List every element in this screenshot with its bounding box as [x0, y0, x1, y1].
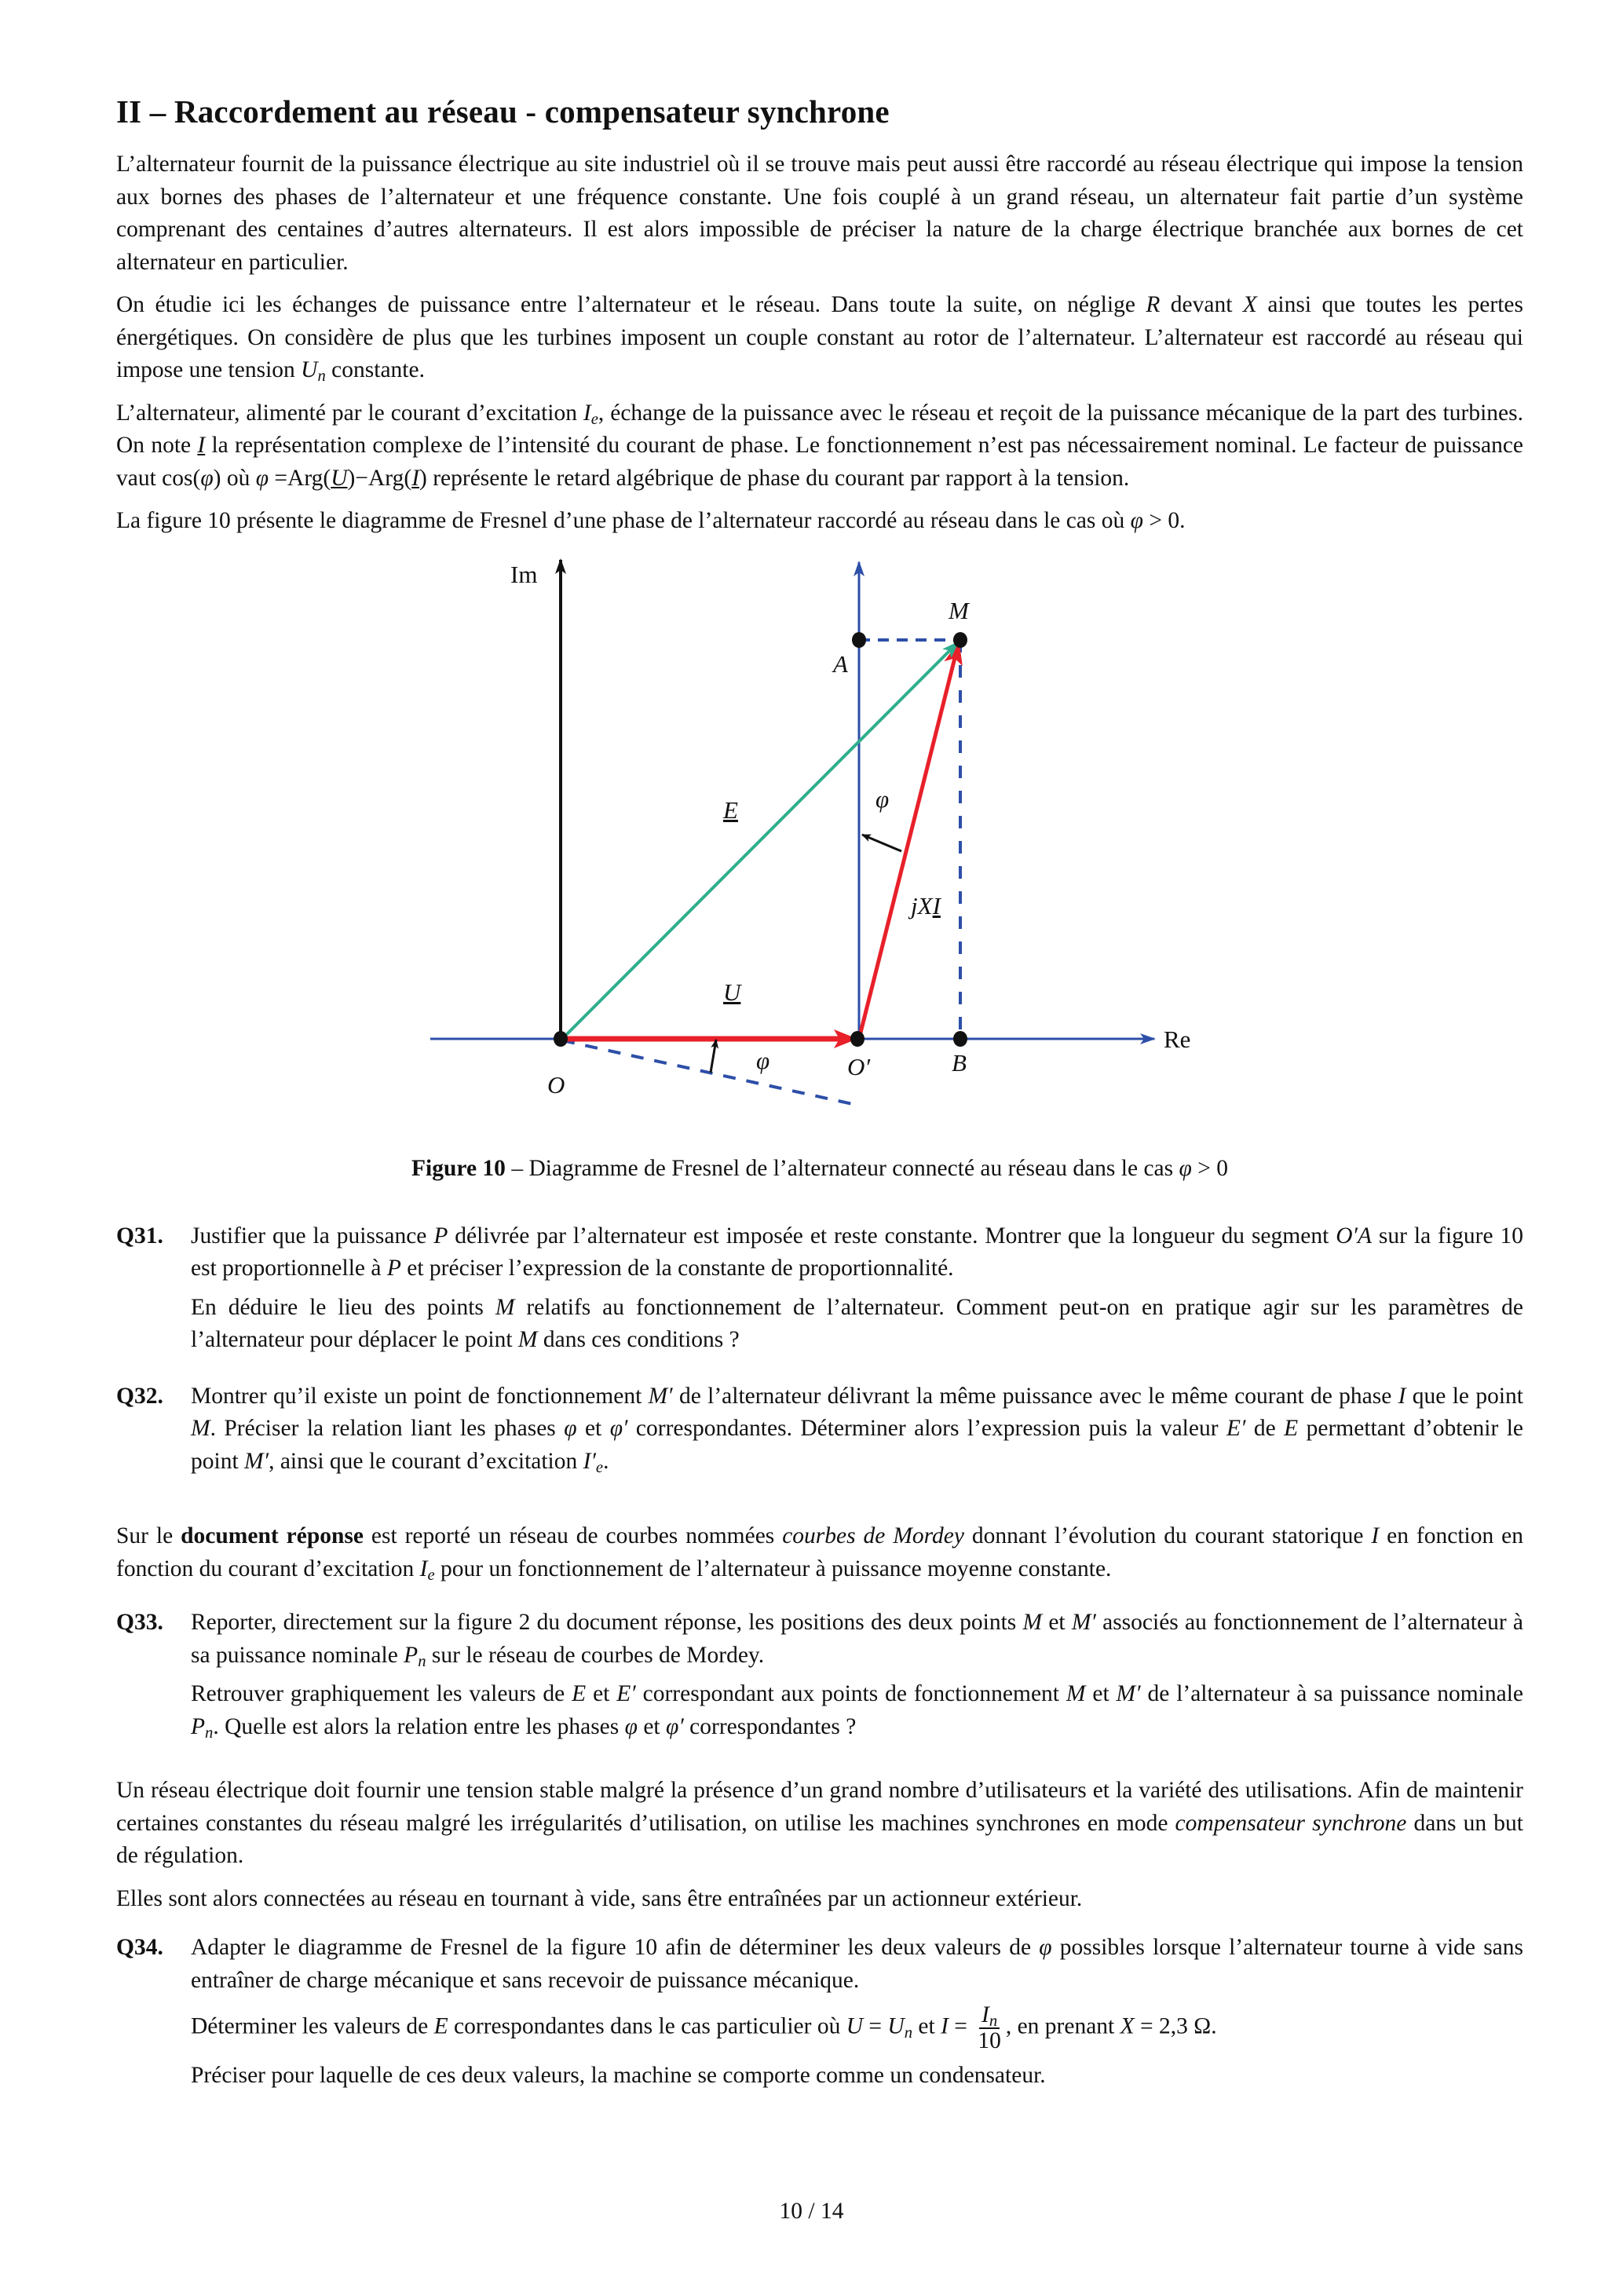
point-o — [554, 1031, 568, 1047]
point-a-label: A — [833, 649, 848, 678]
question-q34 — [116, 1932, 1523, 2098]
origin-prime-label: O′ — [847, 1052, 871, 1080]
figure-caption: Figure 10 – Diagramme de Fresnel de l’alternateur connecté au réseau dans le cas φ > 0 — [411, 1155, 1228, 1181]
question-q33 — [116, 1607, 1523, 1749]
q33-text-1: Reporter, directement sur la figure 2 du document réponse, les positions des deux points M et M′ associés au fonctionnement de l’alternateur à sa puissance nominale $P_n$ sur le réseau de courbes de Mordey. — [191, 1610, 1523, 1670]
angle-phi-arrow-bottom — [711, 1040, 716, 1073]
vector-e — [562, 642, 958, 1039]
angle-phi-top-label: φ — [875, 784, 890, 813]
q31-text-1: Justifier que la puissance P délivrée par l’alternateur est imposée et reste constante. Montrer que la longueur du segment O′A sur la figure 10 est proportionnelle à P et préciser l’expression de la constante de proportionnalité. — [191, 1223, 1523, 1281]
angle-phi-arrow-top — [862, 835, 901, 851]
page-content — [116, 93, 1523, 2116]
dashed-current-direction — [562, 1040, 860, 1106]
question-number: Q31. — [116, 1223, 163, 1249]
question-q31 — [116, 1220, 1523, 1363]
q32-text: Montrer qu’il existe un point de fonctionnement M′ de l’alternateur délivrant la même puissance avec le même courant de phase I que le point M. Préciser la relation liant les phases φ et φ′ correspondantes. Déterminer alors l’expression puis la valeur E′ de E permettant d’obtenir le point M′, ainsi que le courant d’excitation $I'_e$. — [191, 1383, 1524, 1476]
re-axis-label: Re — [1164, 1025, 1191, 1053]
mordey-paragraph: Sur le document réponse est reporté un réseau de courbes nommées courbes de Mordey donnant l’évolution du courant statorique I en fonction en fonction du courant d’excitation $I_e$ pour un fonctionnement de l’alternateur à puissance moyenne constante. — [116, 1523, 1524, 1584]
page-number: 10 / 14 — [779, 2199, 844, 2224]
q33-text-2: Retrouver graphiquement les valeurs de E et E′ correspondant aux points de fonctionnement M et M′ de l’alternateur à sa puissance nominale $P_n$. Quelle est alors la relation entre les phases φ et φ′ correspondantes ? — [191, 1681, 1524, 1742]
vector-e-label: E — [723, 795, 738, 824]
compensateur-paragraph-2: Elles sont alors connectées au réseau en tournant à vide, sans être entraînées par un actionneur extérieur. — [116, 1885, 1083, 1911]
point-m — [953, 632, 967, 648]
angle-phi-bottom-label: φ — [756, 1046, 770, 1074]
vector-jxi-label: jXI — [911, 891, 941, 919]
fresnel-diagram-figure — [116, 548, 1523, 1153]
compensateur-paragraph-1: Un réseau électrique doit fournir une tension stable malgré la présence d’un grand nombre d’utilisateurs et la variété des utilisations. Afin de maintenir certaines constantes du réseau malgré les irrégularités d’utilisation, on utilise les machines synchrones en mode compensateur synchrone dans un but de régulation. — [116, 1778, 1523, 1869]
point-m-label: M — [949, 596, 969, 624]
question-number: Q34. — [116, 1935, 163, 1961]
vector-u-label: U — [723, 978, 741, 1006]
point-b-label: B — [952, 1048, 967, 1077]
fresnel-diagram-svg — [0, 548, 1623, 1153]
point-a — [852, 632, 866, 648]
q34-text-3: Préciser pour laquelle de ces deux valeurs, la machine se comporte comme un condensateur. — [191, 2063, 1046, 2089]
q34-text-2: Déterminer les valeurs de E correspondantes dans le cas particulier où $U = U_n$ et I = $\frac{I_n}{10}$ , en prenant X = 2,3 Ω. — [191, 2002, 1217, 2054]
origin-label: O — [547, 1070, 565, 1099]
intro-paragraph-3: L’alternateur, alimenté par le courant d’excitation $I_e$, échange de la puissance avec le réseau et reçoit de la puissance mécanique de la part des turbines. On note I la représentation complexe de l’intensité du courant de phase. Le fonctionnement n’est pas nécessairement nominal. Le facteur de puissance vaut cos(φ) où φ =Arg(U)−Arg(I) représente le retard algébrique de phase du courant par rapport à la tension. — [116, 400, 1524, 491]
intro-paragraph-2: On étudie ici les échanges de puissance entre l’alternateur et le réseau. Dans toute la suite, on néglige R devant X ainsi que toutes les pertes énergétiques. On considère de plus que les turbines imposent un couple constant au rotor de l’alternateur. L’alternateur est raccordé au réseau qui impose une tension $U_n$ constante. — [116, 292, 1523, 386]
question-number: Q33. — [116, 1610, 163, 1636]
question-q32 — [116, 1380, 1523, 1485]
intro-paragraph-4: La figure 10 présente le diagramme de Fresnel d’une phase de l’alternateur raccordé au réseau dans le cas où φ > 0. — [116, 508, 1186, 534]
point-o-prime — [850, 1031, 865, 1047]
im-axis-label: Im — [510, 560, 538, 588]
q31-text-2: En déduire le lieu des points M relatifs au fonctionnement de l’alternateur. Comment peut-on en pratique agir sur les paramètres de l’alternateur pour déplacer le point M dans ces conditions ? — [191, 1294, 1524, 1353]
fraction-in-over-10: $\frac{I_n}{10}$ — [978, 2002, 1001, 2054]
section-title: II – Raccordement au réseau - compensateur synchrone — [116, 93, 890, 130]
point-b — [953, 1031, 967, 1047]
q34-text-1: Adapter le diagramme de Fresnel de la figure 10 afin de déterminer les deux valeurs de φ possibles lorsque l’alternateur tourne à vide sans entraîner de charge mécanique et sans recevoir de puissance mécanique. — [191, 1935, 1523, 1993]
intro-paragraph-1: L’alternateur fournit de la puissance électrique au site industriel où il se trouve mais peut aussi être raccordé au réseau électrique qui impose la tension aux bornes des phases de l’alternateur et une fréquence constante. Une fois couplé à un grand réseau, un alternateur fait partie d’un système comprenant des centaines d’autres alternateurs. Il est alors impossible de préciser la nature de la charge électrique branchée aux bornes de cet alternateur en particulier. — [116, 152, 1523, 275]
question-number: Q32. — [116, 1383, 163, 1409]
